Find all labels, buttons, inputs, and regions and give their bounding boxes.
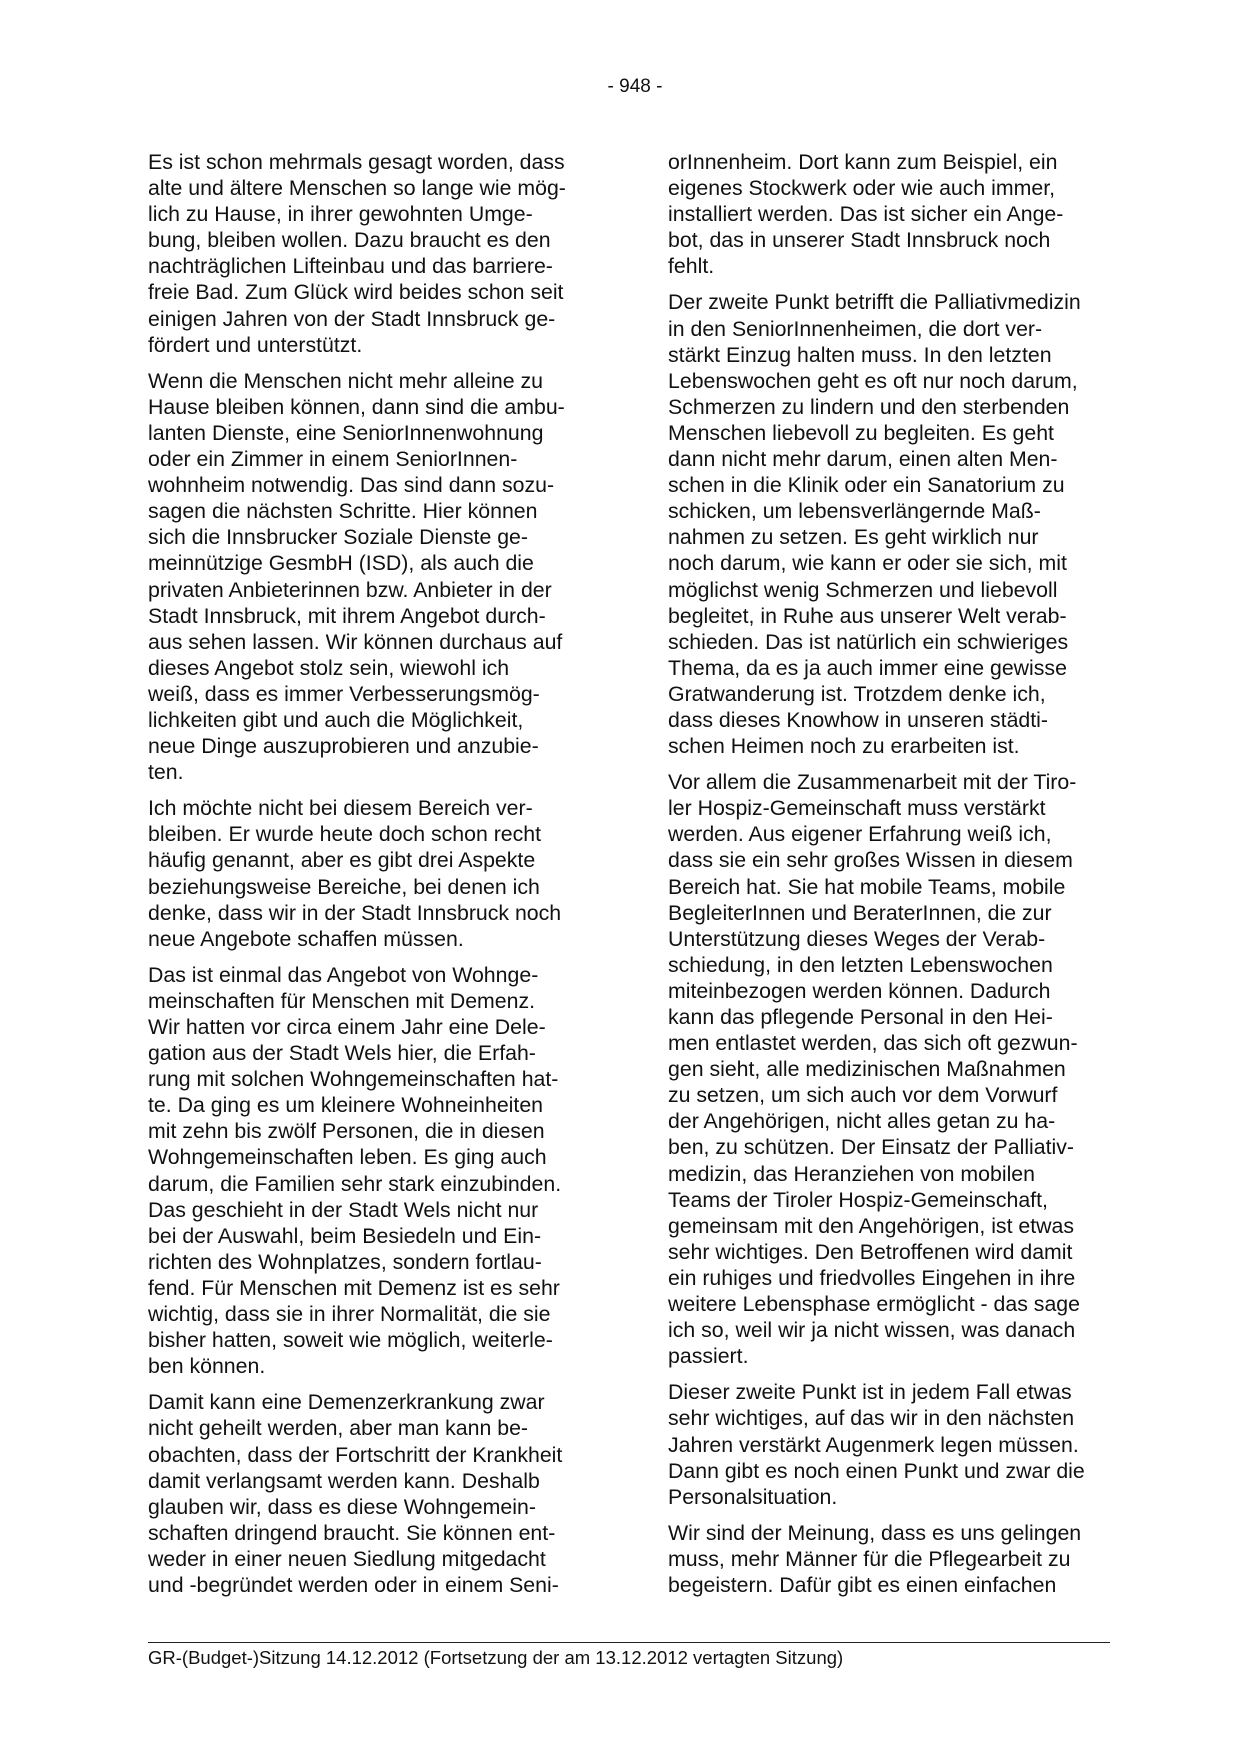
right-column xyxy=(668,149,1138,1608)
text-line: neue Angebote schaffen müssen. xyxy=(148,926,464,951)
text-line: lichkeiten gibt und auch die Möglichkeit, xyxy=(148,707,524,732)
text-line: darum, die Familien sehr stark einzubinden. xyxy=(148,1171,562,1196)
text-line: Hause bleiben können, dann sind die ambu- xyxy=(148,394,565,419)
paragraph xyxy=(668,289,1138,759)
text-line: passiert. xyxy=(668,1344,749,1369)
text-line: glauben wir, dass es diese Wohngemein- xyxy=(148,1494,536,1519)
text-line: nachträglichen Lifteinbau und das barriere- xyxy=(148,254,553,279)
text-line: ler Hospiz-Gemeinschaft muss verstärkt xyxy=(668,796,1046,821)
text-line: gation aus der Stadt Wels hier, die Erfah- xyxy=(148,1041,536,1066)
text-line: begleitet, in Ruhe aus unserer Welt verab- xyxy=(668,603,1067,628)
text-line: sehr wichtiges. Den Betroffenen wird damit xyxy=(668,1239,1073,1264)
text-line: dann nicht mehr darum, einen alten Men- xyxy=(668,447,1058,472)
text-line: muss, mehr Männer für die Pflegearbeit zu xyxy=(668,1546,1071,1571)
text-line: Vor allem die Zusammenarbeit mit der Tiro- xyxy=(668,770,1077,795)
text-line: obachten, dass der Fortschritt der Krankheit xyxy=(148,1442,563,1467)
text-line: Wir hatten vor circa einem Jahr eine Dele- xyxy=(148,1015,546,1039)
text-line: fördert und unterstützt. xyxy=(148,332,363,357)
text-line: Das geschieht in der Stadt Wels nicht nur xyxy=(148,1197,539,1222)
text-line: meinschaften für Menschen mit Demenz. xyxy=(148,988,536,1013)
text-line: gen sieht, alle medizinischen Maßnahmen xyxy=(668,1057,1066,1082)
text-line: begeistern. Dafür gibt es einen einfachen xyxy=(668,1572,1057,1597)
text-line: wichtig, dass sie in ihrer Normalität, die sie xyxy=(148,1302,551,1327)
text-line: bisher hatten, soweit wie möglich, weiterle- xyxy=(148,1328,553,1353)
text-line: alte und ältere Menschen so lange wie mög- xyxy=(148,176,566,201)
text-line: werden. Aus eigener Erfahrung weiß ich, xyxy=(668,822,1052,847)
text-line: Wohngemeinschaften leben. Es ging auch xyxy=(148,1145,547,1170)
text-line: häufig genannt, aber es gibt drei Aspekte xyxy=(148,848,536,873)
text-line: schiedung, in den letzten Lebenswochen xyxy=(668,952,1053,977)
text-line: ben können. xyxy=(148,1354,266,1379)
paragraph xyxy=(148,1389,618,1598)
text-line: Wir sind der Meinung, dass es uns gelingen xyxy=(668,1520,1082,1545)
text-line: Ich möchte nicht bei diesem Bereich ver- xyxy=(148,796,533,821)
text-line: möglichst wenig Schmerzen und liebevoll xyxy=(668,577,1058,602)
text-line: weitere Lebensphase ermöglicht - das sage xyxy=(668,1292,1080,1317)
text-line: mit zehn bis zwölf Personen, die in diesen xyxy=(148,1119,545,1144)
paragraph xyxy=(668,149,1138,279)
text-line: nicht geheilt werden, aber man kann be- xyxy=(148,1416,529,1441)
text-line: medizin, das Heranziehen von mobilen xyxy=(668,1161,1035,1186)
text-line: denke, dass wir in der Stadt Innsbruck noch xyxy=(148,900,562,925)
text-line: orInnenheim. Dort kann zum Beispiel, ein xyxy=(668,150,1058,174)
text-line: Stadt Innsbruck, mit ihrem Angebot durch- xyxy=(148,603,546,628)
text-line: Jahren verstärkt Augenmerk legen müssen. xyxy=(668,1432,1079,1457)
text-line: miteinbezogen werden können. Dadurch xyxy=(668,978,1051,1003)
text-line: schieden. Das ist natürlich ein schwieriges xyxy=(668,629,1069,654)
text-line: installiert werden. Das ist sicher ein Ange- xyxy=(668,202,1064,227)
text-line: gemeinsam mit den Angehörigen, ist etwas xyxy=(668,1213,1075,1238)
text-line: Bereich hat. Sie hat mobile Teams, mobile xyxy=(668,874,1066,899)
text-line: meinnützige GesmbH (ISD), als auch die xyxy=(148,551,534,576)
paragraph xyxy=(148,149,618,358)
text-line: Dann gibt es noch einen Punkt und zwar die xyxy=(668,1458,1085,1483)
text-line: Gratwanderung ist. Trotzdem denke ich, xyxy=(668,681,1046,706)
text-line: freie Bad. Zum Glück wird beides schon seit xyxy=(148,280,564,305)
left-column xyxy=(148,149,618,1608)
text-line: bei der Auswahl, beim Besiedeln und Ein- xyxy=(148,1223,542,1248)
text-line: kann das pflegende Personal in den Hei- xyxy=(668,1005,1053,1029)
text-line: ten. xyxy=(148,760,184,785)
text-line: Damit kann eine Demenzerkrankung zwar xyxy=(148,1390,545,1415)
text-line: dieses Angebot stolz sein, wiewohl ich xyxy=(148,655,510,680)
paragraph xyxy=(148,368,618,786)
text-line: eigenes Stockwerk oder wie auch immer, xyxy=(668,176,1056,201)
text-line: Lebenswochen geht es oft nur noch darum, xyxy=(668,368,1078,393)
text-line: schicken, um lebensverlängernde Maß- xyxy=(668,499,1041,524)
paragraph xyxy=(668,1379,1138,1509)
text-line: Das ist einmal das Angebot von Wohnge- xyxy=(148,962,539,987)
text-line: sehr wichtiges, auf das wir in den nächsten xyxy=(668,1406,1075,1431)
text-line: dass sie ein sehr großes Wissen in diesem xyxy=(668,848,1073,873)
text-line: schen Heimen noch zu erarbeiten ist. xyxy=(668,734,1020,759)
text-line: Personalsituation. xyxy=(668,1484,838,1509)
text-line: rung mit solchen Wohngemeinschaften hat- xyxy=(148,1067,559,1092)
text-line: Der zweite Punkt betrifft die Palliativmedizin xyxy=(668,290,1081,315)
text-line: stärkt Einzug halten muss. In den letzten xyxy=(668,342,1052,367)
paragraph xyxy=(668,769,1138,1369)
text-line: dass dieses Knowhow in unseren städti- xyxy=(668,707,1049,732)
text-line: Teams der Tiroler Hospiz-Gemeinschaft, xyxy=(668,1187,1048,1212)
text-line: neue Dinge auszuprobieren und anzubie- xyxy=(148,734,539,759)
text-line: Unterstützung dieses Weges der Verab- xyxy=(668,926,1046,951)
text-line: nahmen zu setzen. Es geht wirklich nur xyxy=(668,525,1039,550)
text-line: BegleiterInnen und BeraterInnen, die zur xyxy=(668,900,1052,925)
text-line: bot, das in unserer Stadt Innsbruck noch xyxy=(668,228,1051,253)
footer-divider xyxy=(148,1642,1110,1643)
text-line: ben, zu schützen. Der Einsatz der Palliativ- xyxy=(668,1135,1075,1160)
text-line: weiß, dass es immer Verbesserungsmög- xyxy=(148,681,540,706)
text-line: fehlt. xyxy=(668,254,715,279)
text-line: lanten Dienste, eine SeniorInnenwohnung xyxy=(148,420,544,445)
text-line: Schmerzen zu lindern und den sterbenden xyxy=(668,394,1070,419)
text-line: richten des Wohnplatzes, sondern fortlau- xyxy=(148,1249,542,1274)
text-line: Wenn die Menschen nicht mehr alleine zu xyxy=(148,368,544,393)
text-line: sagen die nächsten Schritte. Hier können xyxy=(148,499,538,524)
text-line: damit verlangsamt werden kann. Deshalb xyxy=(148,1468,540,1493)
text-line: lich zu Hause, in ihrer gewohnten Umge- xyxy=(148,202,533,227)
text-line: oder ein Zimmer in einem SeniorInnen- xyxy=(148,447,518,472)
text-line: und -begründet werden oder in einem Seni- xyxy=(148,1572,559,1597)
text-line: men entlastet werden, das sich oft gezwun- xyxy=(668,1031,1078,1056)
paragraph xyxy=(668,1520,1138,1598)
text-line: Thema, da es ja auch immer eine gewisse xyxy=(668,655,1067,680)
text-line: privaten Anbieterinnen bzw. Anbieter in der xyxy=(148,577,552,602)
text-line: schaften dringend braucht. Sie können ent- xyxy=(148,1520,556,1545)
text-line: in den SeniorInnenheimen, die dort ver- xyxy=(668,316,1043,341)
text-line: bleiben. Er wurde heute doch schon recht xyxy=(148,822,542,847)
paragraph xyxy=(148,795,618,952)
text-line: Menschen liebevoll zu begleiten. Es geht xyxy=(668,420,1054,445)
text-line: weder in einer neuen Siedlung mitgedacht xyxy=(148,1546,546,1571)
text-line: der Angehörigen, nicht alles getan zu ha- xyxy=(668,1109,1056,1134)
text-line: noch darum, wie kann er oder sie sich, mit xyxy=(668,551,1067,576)
text-line: sich die Innsbrucker Soziale Dienste ge- xyxy=(148,525,528,550)
text-line: ich so, weil wir ja nicht wissen, was danach xyxy=(668,1318,1076,1343)
text-line: te. Da ging es um kleinere Wohneinheiten xyxy=(148,1093,544,1118)
paragraph xyxy=(148,962,618,1380)
text-line: fend. Für Menschen mit Demenz ist es sehr xyxy=(148,1275,560,1300)
text-line: schen in die Klinik oder ein Sanatorium zu xyxy=(668,473,1065,498)
text-line: beziehungsweise Bereiche, bei denen ich xyxy=(148,874,540,899)
text-line: Dieser zweite Punkt ist in jedem Fall etwas xyxy=(668,1380,1072,1405)
text-line: zu setzen, um sich auch vor dem Vorwurf xyxy=(668,1083,1058,1108)
page-number: - 948 - xyxy=(607,76,663,97)
text-line: wohnheim notwendig. Das sind dann sozu- xyxy=(148,473,555,498)
footer-text: GR-(Budget-)Sitzung 14.12.2012 (Fortsetzung der am 13.12.2012 vertagten Sitzung) xyxy=(148,1647,844,1668)
text-line: Es ist schon mehrmals gesagt worden, dass xyxy=(148,150,565,174)
text-line: einigen Jahren von der Stadt Innsbruck ge- xyxy=(148,306,556,331)
text-line: bung, bleiben wollen. Dazu braucht es den xyxy=(148,228,551,253)
text-line: aus sehen lassen. Wir können durchaus auf xyxy=(148,629,563,654)
text-line: ein ruhiges und friedvolles Eingehen in ihre xyxy=(668,1265,1076,1290)
